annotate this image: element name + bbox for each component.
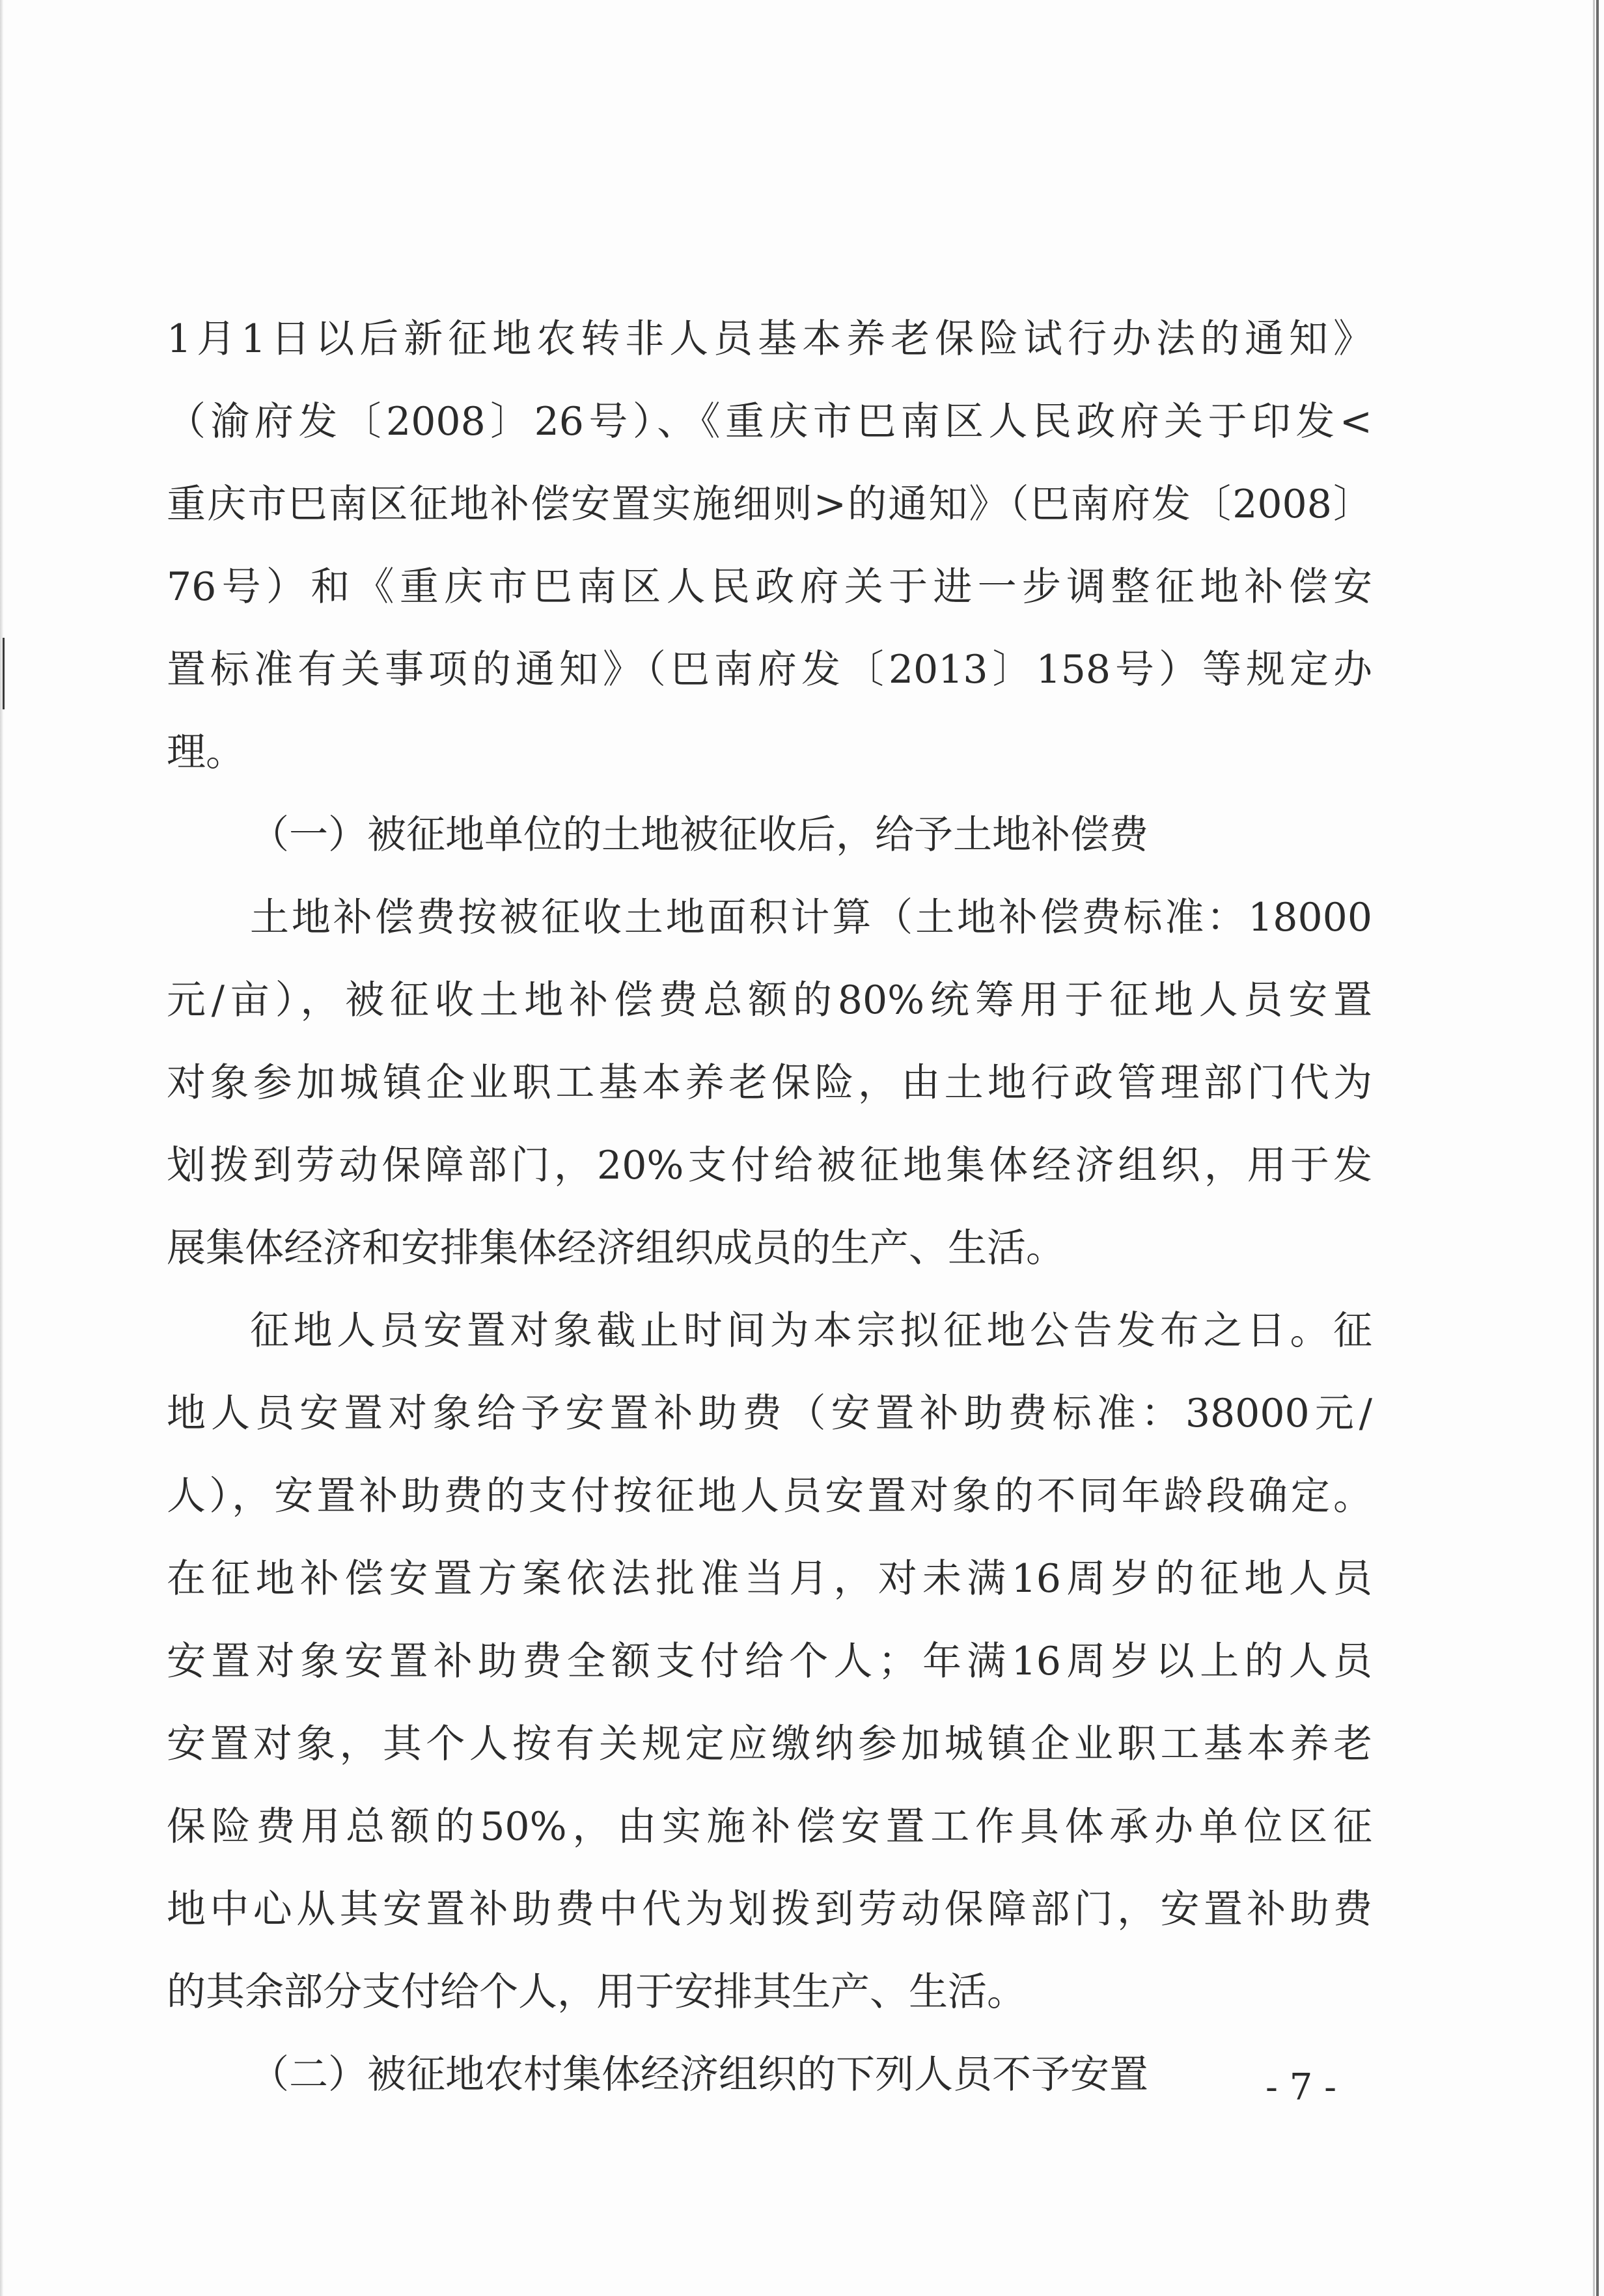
text-line: 的其余部分支付给个人，用于安排其生产、生活。 xyxy=(167,1969,1026,2015)
text-line: 1月1日以后新征地农转非人员基本养老保险试行办法的通知》 xyxy=(167,316,1372,362)
text-line: 地中心从其安置补助费中代为划拨到劳动保障部门，安置补助费 xyxy=(167,1887,1372,1932)
text-line: 76号）和《重庆市巴南区人民政府关于进一步调整征地补偿安 xyxy=(167,564,1372,610)
text-line: 安置对象，其个人按有关规定应缴纳参加城镇企业职工基本养老 xyxy=(167,1721,1372,1767)
binding-mark xyxy=(3,638,5,709)
page-number: - 7 - xyxy=(1265,2066,1337,2109)
text-line: 土地补偿费按被征收土地面积计算（土地补偿费标准：18000 xyxy=(250,895,1372,940)
text-line: 置标准有关事项的通知》（巴南府发〔2013〕158号）等规定办 xyxy=(167,647,1372,692)
text-line: 安置对象安置补助费全额支付给个人；年满16周岁以上的人员 xyxy=(167,1639,1372,1684)
text-line: 在征地补偿安置方案依法批准当月，对未满16周岁的征地人员 xyxy=(167,1556,1372,1602)
text-line: （渝府发〔2008〕26号）、《重庆市巴南区人民政府关于印发< xyxy=(167,399,1372,444)
body-text xyxy=(167,298,1372,2116)
text-line: 理。 xyxy=(167,730,245,775)
text-line: 人），安置补助费的支付按征地人员安置对象的不同年龄段确定。 xyxy=(167,1473,1372,1519)
text-line: 对象参加城镇企业职工基本养老保险，由土地行政管理部门代为 xyxy=(167,1060,1372,1106)
text-line: 元/亩），被征收土地补偿费总额的80%统筹用于征地人员安置 xyxy=(167,977,1372,1023)
text-line: 展集体经济和安排集体经济组织成员的生产、生活。 xyxy=(167,1225,1065,1271)
section-heading-1: （一）被征地单位的土地被征收后，给予土地补偿费 xyxy=(250,812,1148,858)
scan-right-edge xyxy=(1596,0,1599,2296)
text-line: 保险费用总额的50%，由实施补偿安置工作具体承办单位区征 xyxy=(167,1804,1372,1850)
text-line: 地人员安置对象给予安置补助费（安置补助费标准：38000元/ xyxy=(167,1391,1372,1436)
text-line: 重庆市巴南区征地补偿安置实施细则>的通知》（巴南府发〔2008〕 xyxy=(167,482,1372,527)
text-line: 划拨到劳动保障部门，20%支付给被征地集体经济组织，用于发 xyxy=(167,1143,1372,1188)
section-heading-2: （二）被征地农村集体经济组织的下列人员不予安置 xyxy=(250,2052,1148,2098)
text-line: 征地人员安置对象截止时间为本宗拟征地公告发布之日。征 xyxy=(250,1308,1372,1354)
scan-left-shadow xyxy=(0,0,4,2296)
scan-right-shadow xyxy=(1593,0,1595,2296)
